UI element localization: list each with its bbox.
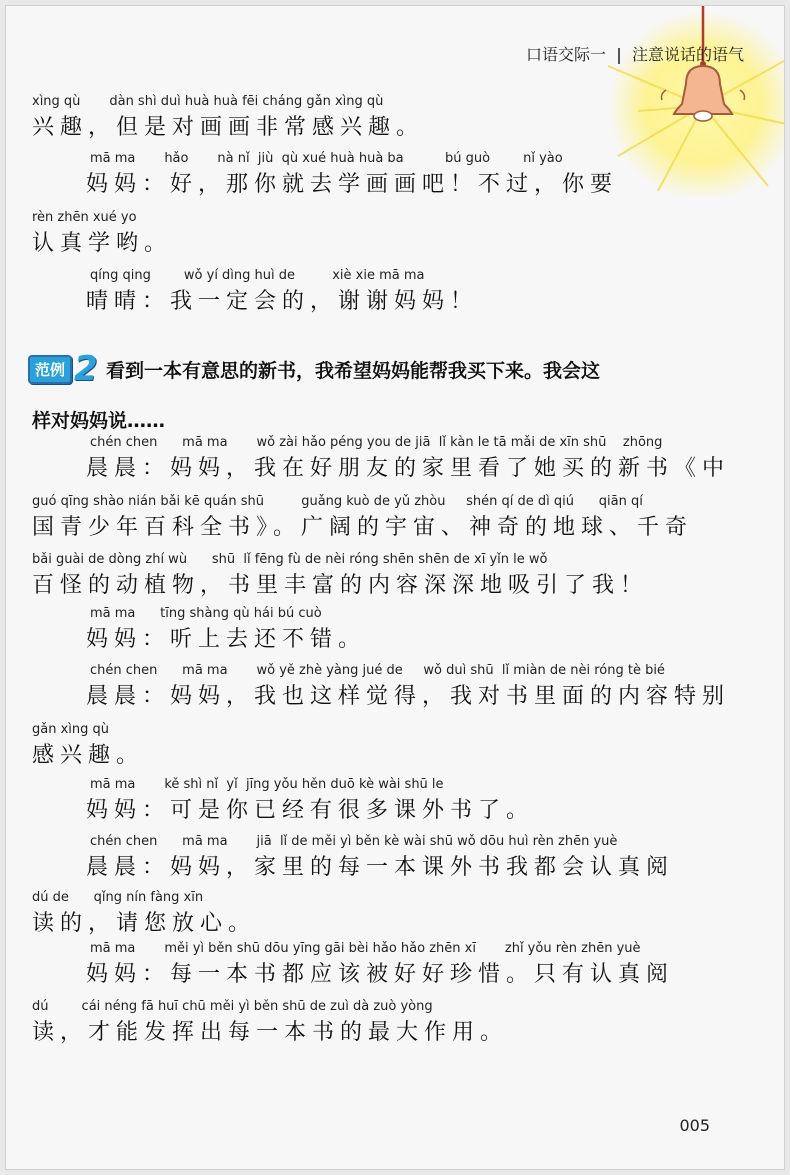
example-intro-line1: 看到一本有意思的新书，我希望妈妈能帮我买下来。我会这 [106,360,601,382]
pinyin-line: guó qīng shào nián bǎi kē quán shū guǎng kuò de yǔ zhòu shén qí de dì qiú qiān qí [32,494,643,509]
chapter-header [526,42,744,65]
pinyin-line: xìng qù dàn shì duì huà huà fēi cháng gǎn xìng qù [32,94,384,109]
text-line: 读，才能发挥出每一本书的最大作用。 [32,1020,509,1045]
header-topic: 注意说话的语气 [631,45,744,64]
example-intro-line2: 样对妈妈说…… [32,410,166,432]
pinyin-line: mā ma tīng shàng qù hái bú cuò [90,606,322,621]
pinyin-line: mā ma měi yì běn shū dōu yīng gāi bèi hǎo hǎo zhēn xī zhǐ yǒu rèn zhēn yuè [90,941,641,956]
text-line: 晨晨：妈妈，家里的每一本课外书我都会认真阅 [86,855,675,880]
pinyin-line: dú de qǐng nín fàng xīn [32,890,204,905]
example-label: 范例 [28,355,72,384]
pinyin-line: chén chen mā ma jiā lǐ de měi yì běn kè wài shū wǒ dōu huì rèn zhēn yuè [90,834,618,849]
pinyin-line: bǎi guài de dòng zhí wù shū lǐ fēng fù de nèi róng shēn shēn de xī yǐn le wǒ [32,552,548,567]
header-section: 口语交际一 [525,45,606,64]
text-line: 百怪的动植物，书里丰富的内容深深地吸引了我！ [32,573,649,598]
text-line: 兴趣，但是对画画非常感兴趣。 [32,115,425,140]
pinyin-line: mā ma kě shì nǐ yǐ jīng yǒu hěn duō kè wài shū le [90,777,444,792]
text-line: 晴晴：我一定会的，谢谢妈妈！ [86,289,479,314]
pinyin-line: chén chen mā ma wǒ yě zhè yàng jué de wǒ duì shū lǐ miàn de nèi róng tè bié [90,663,665,678]
text-line: 妈妈：听上去还不错。 [86,627,367,652]
text-line: 感兴趣。 [32,743,145,768]
page-number: 005 [679,1116,710,1135]
pinyin-line: rèn zhēn xué yo [32,210,137,225]
pinyin-line: gǎn xìng qù [32,722,110,737]
text-line: 妈妈：可是你已经有很多课外书了。 [86,798,535,823]
text-line: 认真学哟。 [32,231,173,256]
example-number: 2 [74,349,98,389]
pinyin-line: chén chen mā ma wǒ zài hǎo péng you de jiā lǐ kàn le tā mǎi de xīn shū zhōng [90,435,663,450]
pinyin-line: mā ma hǎo nà nǐ jiù qù xué huà huà ba bú guò nǐ yào [90,151,563,166]
text-line: 妈妈：每一本书都应该被好好珍惜。只有认真阅 [86,962,675,987]
pinyin-line: qíng qing wǒ yí dìng huì de xiè xie mā ma [90,268,425,283]
example-badge [28,349,98,389]
text-line: 晨晨：妈妈，我也这样觉得，我对书里面的内容特别 [86,684,731,709]
text-line: 妈妈：好，那你就去学画画吧！不过，你要 [86,172,619,197]
textbook-page [5,5,785,1170]
text-line: 读的，请您放心。 [32,911,257,936]
pinyin-line: dú cái néng fā huī chū měi yì běn shū de zuì dà zuò yòng [32,999,433,1014]
header-divider [618,48,620,64]
text-line: 晨晨：妈妈，我在好朋友的家里看了她买的新书《中 [86,456,731,481]
text-line: 国青少年百科全书》。广阔的宇宙、神奇的地球、千奇 [32,515,694,540]
